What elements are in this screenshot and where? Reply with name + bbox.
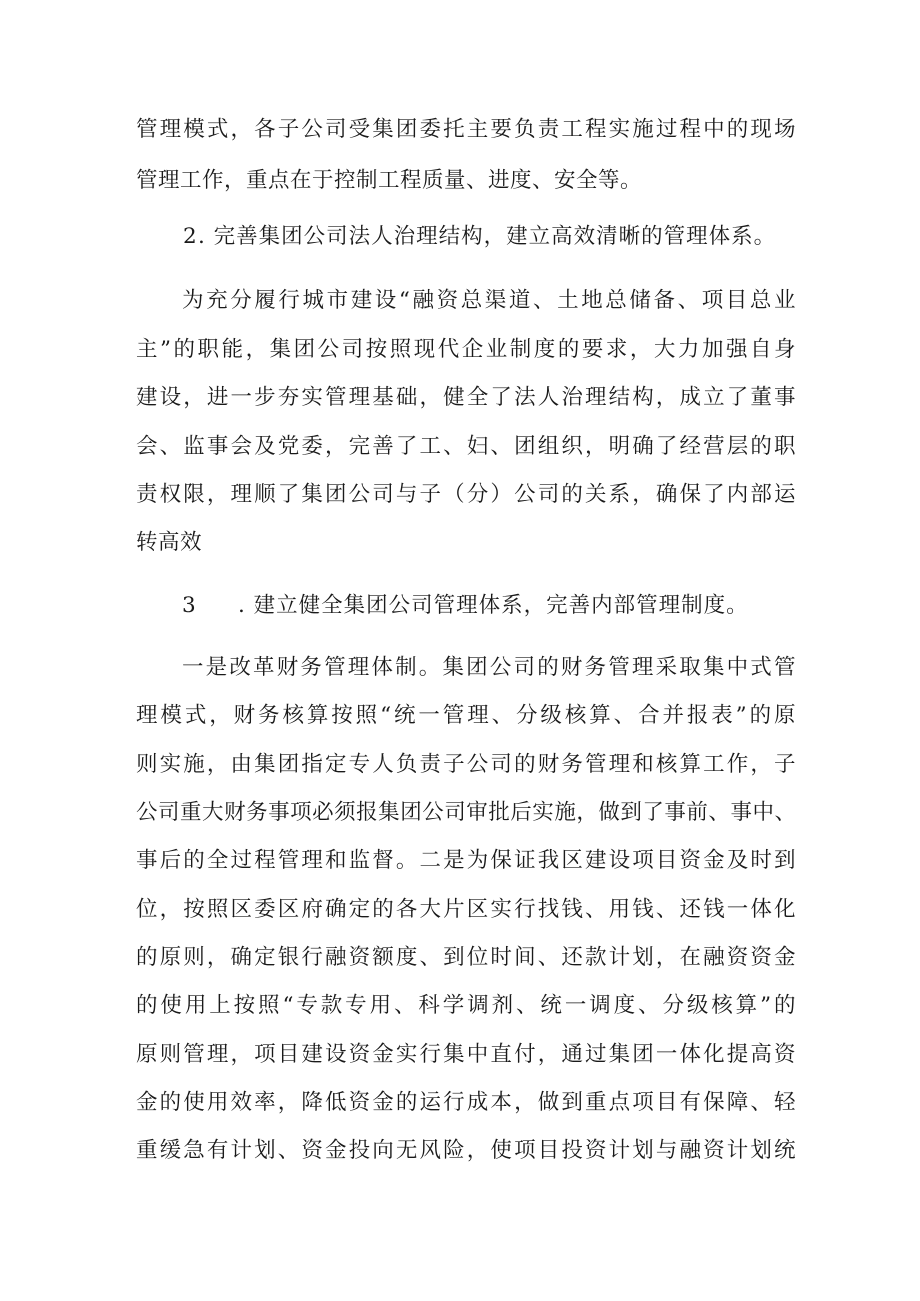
body-text-line: 一是改革财务管理体制。集团公司的财务管理采取集中式管 — [182, 655, 796, 680]
section-2-number: 2 — [183, 224, 197, 249]
section-3-number: 3 — [182, 593, 196, 618]
body-text-line: 的原则，确定银行融资额度、到位时间、还款计划，在融资资金 — [136, 945, 796, 970]
body-text-line: 主”的职能，集团公司按照现代企业制度的要求，大力加强自身 — [136, 337, 796, 362]
body-text-line: 原则管理，项目建设资金实行集中直付，通过集团一体化提高资 — [136, 1042, 796, 1067]
body-text-line: 转高效 — [136, 530, 203, 555]
body-text-line: 建设，进一步夯实管理基础，健全了法人治理结构，成立了董事 — [136, 385, 796, 410]
section-3-title: . 建立健全集团公司管理体系，完善内部管理制度。 — [238, 593, 749, 618]
body-text-line: 则实施，由集团指定专人负责子公司的财务管理和核算工作，子 — [136, 752, 796, 777]
body-text-line: 位，按照区委区府确定的各大片区实行找钱、用钱、还钱一体化 — [136, 897, 796, 922]
body-text-line: 责权限，理顺了集团公司与子（分）公司的关系，确保了内部运 — [136, 482, 796, 507]
body-text-line: 为充分履行城市建设“融资总渠道、土地总储备、项目总业 — [182, 288, 796, 313]
body-text-line: 重缓急有计划、资金投向无风险，使项目投资计划与融资计划统 — [136, 1138, 796, 1163]
body-text-line: 金的使用效率，降低资金的运行成本，做到重点项目有保障、轻 — [136, 1090, 796, 1115]
body-text-line: 理模式，财务核算按照“统一管理、分级核算、合并报表”的原 — [136, 703, 796, 728]
body-text-line: 会、监事会及党委，完善了工、妇、团组织，明确了经营层的职 — [136, 434, 796, 459]
body-text-line: 的使用上按照“专款专用、科学调剂、统一调度、分级核算”的 — [136, 993, 796, 1018]
section-2-title: . 完善集团公司法人治理结构，建立高效清晰的管理体系。 — [198, 224, 777, 249]
body-text-line: 管理模式，各子公司受集团委托主要负责工程实施过程中的现场 — [136, 117, 796, 142]
body-text-line: 管理工作，重点在于控制工程质量、进度、安全等。 — [136, 168, 643, 193]
body-text-line: 公司重大财务事项必须报集团公司审批后实施，做到了事前、事中、 — [136, 800, 796, 825]
body-text-line: 事后的全过程管理和监督。二是为保证我区建设项目资金及时到 — [136, 848, 796, 873]
